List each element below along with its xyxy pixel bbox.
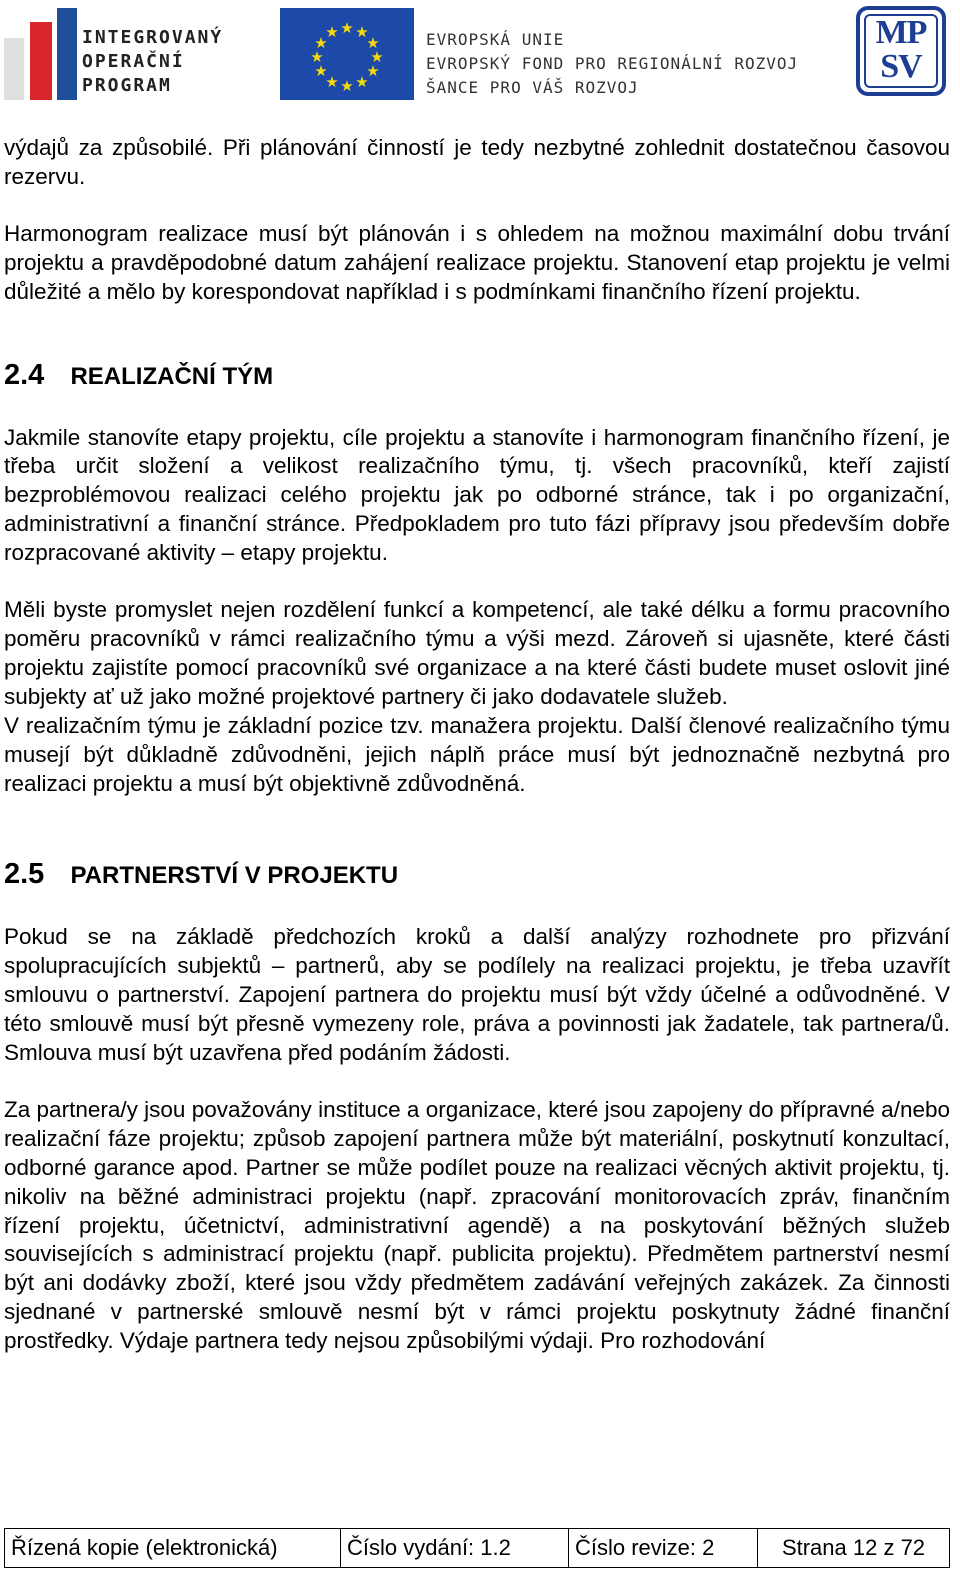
mpsv-top: MP — [875, 14, 927, 51]
section-heading-2-5 — [4, 856, 950, 894]
document-body — [4, 134, 950, 1356]
iop-line-2: OPERAČNÍ — [82, 51, 185, 72]
section-number: 2.4 — [4, 358, 45, 391]
svg-text:★: ★ — [355, 23, 369, 41]
svg-text:★: ★ — [366, 62, 380, 80]
paragraph-6: Pokud se na základě předchozích kroků a další analýzy rozhodnete pro přizvání spolupracujících subjektů – partnerů, aby se podílely na realizaci projektu, je třeba uzavřít smlouvu o partnerství. Zapojení partnera do projektu musí být vždy účelné a odůvodněné. V této smlouvě musí být přesně vymezeny role, práva a povinnosti jak žadatele, tak partnera/ů. Smlouva musí být uzavřena před podáním žádosti. — [4, 924, 950, 1066]
section-heading-2-4 — [4, 357, 950, 395]
iop-line-1: INTEGROVANÝ — [82, 27, 224, 48]
iop-logo-text — [82, 26, 223, 98]
svg-text:★: ★ — [314, 62, 328, 80]
paragraph-5: V realizačním týmu je základní pozice tzv. manažera projektu. Další členové realizačního týmu musejí být důkladně zdůvodněni, jejich náplň práce musí být jednoznačně nezbytná pro realizaci projektu a musí být objektivně zdůvodněná. — [4, 712, 950, 796]
section-title: PARTNERSTVÍ V PROJEKTU — [70, 862, 399, 890]
paragraph-7: Za partnera/y jsou považovány instituce a organizace, které jsou zapojeny do přípravné a/nebo realizační fáze projektu; způsob zapojení partnera může být materiální, poskytnutí konzultací, odborné garance apod. Partner se může podílet pouze na realizaci věcných aktivit projektu, tj. nikoliv na běžné administraci projektu (např. zpracování monitorovacích zpráv, finančním řízení projektu, účetnictví, administrativní agendě) a na poskytování běžných služeb souvisejících s administrací projektu (např. publicita projektu). Předmětem partnerství nesmí být ani dodávky zboží, které jsou vždy předmětem zadávání veřejných zakázek. Za činnosti sjednané v partnerské smlouvě nesmí být v rámci projektu poskytnuty žádné finanční prostředky. Výdaje partnera tedy nejsou způsobilými výdaji. Pro rozhodování — [4, 1096, 950, 1354]
iop-bar-grey — [4, 38, 24, 100]
svg-text:★: ★ — [366, 34, 380, 52]
section-number: 2.5 — [4, 858, 45, 891]
footer-revision: Číslo revize: 2 — [569, 1529, 758, 1568]
iop-bar-blue — [57, 8, 77, 100]
eu-flag-icon — [280, 8, 414, 100]
page-header — [0, 0, 960, 110]
iop-line-3: PROGRAM — [82, 75, 172, 96]
paragraph-3: Jakmile stanovíte etapy projektu, cíle projektu a stanovíte i harmonogram finančního řízení, je třeba určit složení a velikost realizačního týmu, tj. všech pracovníků, kteří zajistí bezproblémovou realizaci celého projektu jak po odborné stránce, tak i po organizační, administrativní a finanční stránce. Předpokladem pro tuto fázi přípravy jsou především dobře rozpracované aktivity – etapy projektu. — [4, 424, 950, 566]
paragraph-2: Harmonogram realizace musí být plánován i s ohledem na možnou maximální dobu trvání projektu a pravděpodobné datum zahájení realizace projektu. Stanovení etap projektu je velmi důležité a mělo by korespondovat například i s podmínkami finančního řízení projektu. — [4, 220, 950, 304]
eu-line-2: EVROPSKÝ FOND PRO REGIONÁLNÍ ROZVOJ — [426, 54, 799, 73]
paragraph-4: Měli byste promyslet nejen rozdělení funkcí a kompetencí, ale také délku a formu pracovního poměru pracovníků v rámci realizačního týmu a výši mezd. Zároveň si ujasněte, které části projektu zajistíte pomocí pracovníků své organizace a na které části budete muset oslovit jiné subjekty ať už jako možné projektové partnery či jako dodavatele služeb. — [4, 597, 950, 709]
mpsv-bottom: SV — [880, 48, 922, 85]
eu-logo — [280, 8, 820, 100]
svg-text:★: ★ — [355, 73, 369, 91]
paragraph-1: výdajů za způsobilé. Při plánování činností je tedy nezbytné zohlednit dostatečnou časovou rezervu. — [4, 135, 950, 189]
svg-text:★: ★ — [314, 34, 328, 52]
iop-logo — [4, 8, 254, 100]
eu-line-1: EVROPSKÁ UNIE — [426, 30, 565, 49]
mpsv-logo — [856, 6, 946, 96]
svg-text:★: ★ — [340, 19, 354, 37]
document-footer — [4, 1528, 950, 1568]
eu-logo-text — [426, 28, 798, 100]
footer-edition: Číslo vydání: 1.2 — [341, 1529, 569, 1568]
footer-page-number: Strana 12 z 72 — [758, 1529, 950, 1568]
footer-copy-type: Řízená kopie (elektronická) — [5, 1529, 341, 1568]
iop-bar-red — [30, 22, 52, 100]
svg-text:★: ★ — [325, 23, 339, 41]
eu-line-3: ŠANCE PRO VÁŠ ROZVOJ — [426, 78, 639, 97]
svg-text:★: ★ — [370, 48, 384, 66]
svg-text:★: ★ — [340, 77, 354, 95]
section-title: REALIZAČNÍ TÝM — [70, 362, 274, 390]
svg-text:★: ★ — [325, 73, 339, 91]
mpsv-logo-text — [860, 16, 942, 84]
iop-logo-bars — [4, 8, 74, 100]
svg-text:★: ★ — [310, 48, 324, 66]
